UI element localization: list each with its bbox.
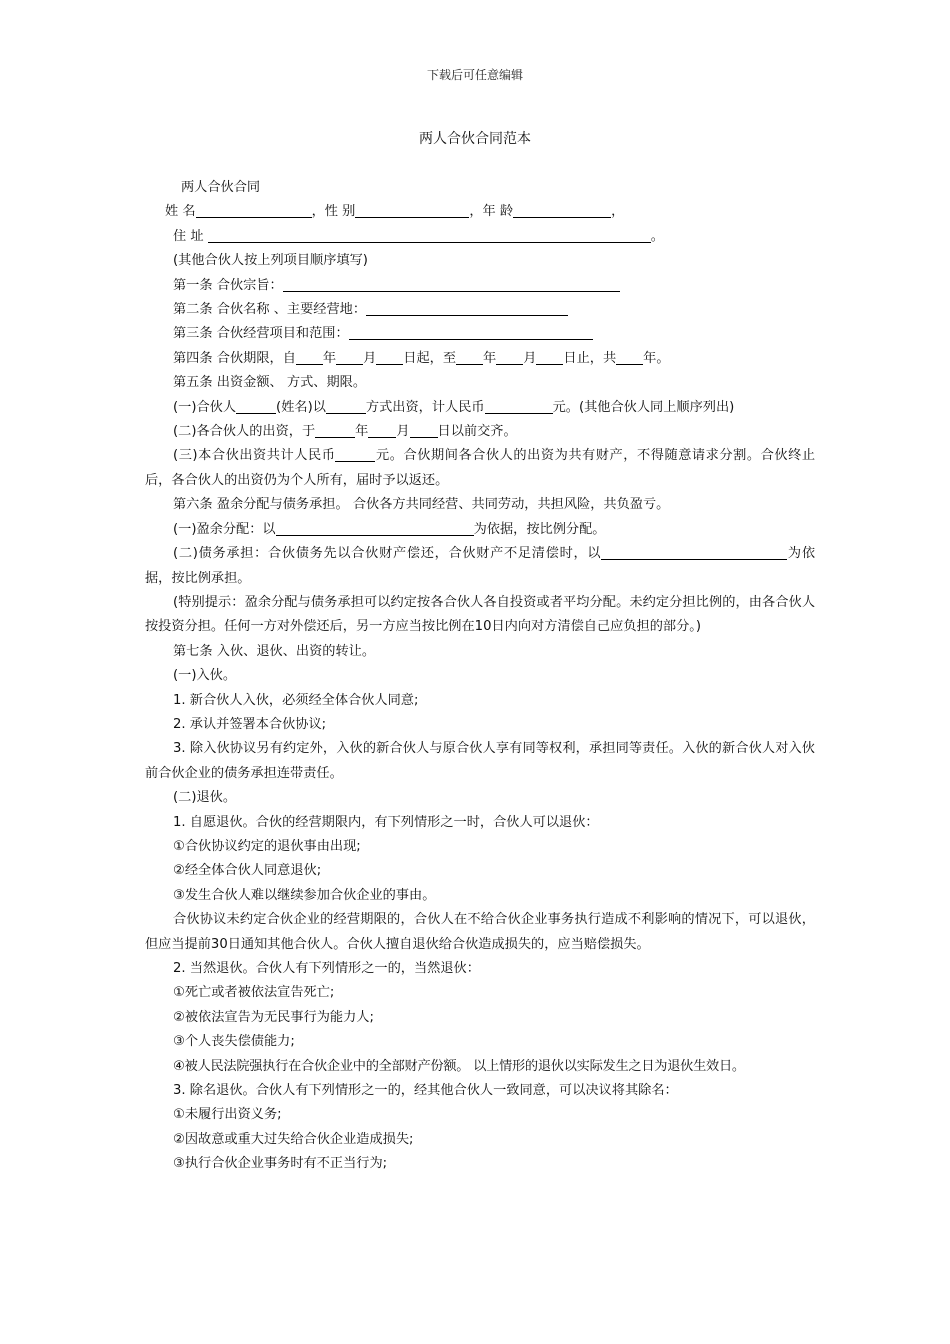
start-year-blank[interactable] — [296, 347, 323, 365]
voluntary-item-2: ②经全体合伙人同意退伙; — [173, 863, 322, 879]
article-7: 第七条 入伙、退伙、出资的转让。 — [173, 643, 376, 659]
expulsion-item-1: ①未履行出资义务; — [173, 1107, 282, 1123]
debt-basis-blank[interactable] — [601, 542, 787, 560]
total-capital-blank[interactable] — [335, 444, 375, 462]
address-line: 住 址 。 — [145, 225, 815, 249]
admission-item-3: 3. 除入伙协议另有约定外，入伙的新合伙人与原合伙人享有同等权利，承担同等责任。入伙的新合伙人对入伙前合伙企业的债务承担连带责任。 — [145, 741, 815, 781]
scope-blank[interactable] — [349, 322, 593, 340]
purpose-blank[interactable] — [283, 274, 620, 292]
total-years-blank[interactable] — [616, 347, 643, 365]
admission-item-1: 1. 新合伙人入伙，必须经全体合伙人同意; — [173, 692, 419, 708]
contribution-method-blank[interactable] — [326, 396, 366, 414]
automatic-item-1: ①死亡或者被依法宣告死亡; — [173, 985, 335, 1001]
name-blank[interactable] — [196, 200, 312, 218]
contract-heading: 两人合伙合同 — [181, 180, 261, 195]
special-note: (特别提示：盈余分配与债务承担可以约定按各合伙人各自投资或者平均分配。未约定分担比例的，由各合伙人按投资分担。任何一方对外偿还后，另一方应当按比例在10日内向对方清偿自己应负担的部分。) — [145, 594, 815, 635]
partner-name-blank[interactable] — [236, 396, 276, 414]
contribution-amount-blank[interactable] — [485, 396, 553, 414]
note-line: (其他合伙人按上列项目顺序填写) — [173, 253, 368, 269]
expulsion-item-3: ③执行合伙企业事务时有不正当行为; — [173, 1156, 388, 1172]
article-5: 第五条 出资金额、 方式、期限。 — [173, 375, 367, 391]
business-name-blank[interactable] — [366, 298, 568, 316]
admission-heading: (一)入伙。 — [173, 668, 237, 684]
end-month-blank[interactable] — [496, 347, 523, 365]
page-header: 下载后可任意编辑 — [426, 68, 523, 82]
end-year-blank[interactable] — [456, 347, 483, 365]
article-6: 第六条 盈余分配与债务承担。 合伙各方共同经营、共同劳动，共担风险，共负盈亏。 — [173, 497, 670, 513]
voluntary-notice-clause: 合伙协议未约定合伙企业的经营期限的，合伙人在不给合伙企业事务执行造成不利影响的情况下，可以退伙，但应当提前30日通知其他合伙人。合伙人擅自退伙给合伙造成损失的，应当赔偿损失。 — [145, 912, 815, 952]
deadline-year-blank[interactable] — [315, 420, 355, 438]
automatic-item-3: ③个人丧失偿债能力; — [173, 1034, 295, 1050]
automatic-item-4: ④被人民法院强执行在合伙企业中的全部财产份额。 以上情形的退伙以实际发生之日为退伙生效日。 — [173, 1058, 745, 1074]
article-2: 第二条 合伙名称 、主要经营地： — [145, 298, 815, 322]
end-day-blank[interactable] — [536, 347, 563, 365]
automatic-withdrawal: 2. 当然退伙。合伙人有下列情形之一的，当然退伙： — [173, 961, 480, 976]
article-3: 第三条 合伙经营项目和范围： — [145, 322, 815, 346]
voluntary-withdrawal: 1. 自愿退伙。合伙的经营期限内，有下列情形之一时，合伙人可以退伙： — [173, 814, 599, 830]
admission-item-2: 2. 承认并签署本合伙协议; — [173, 716, 327, 732]
age-blank[interactable] — [513, 200, 611, 218]
voluntary-item-3: ③发生合伙人难以继续参加合伙企业的事由。 — [173, 887, 436, 903]
article-4: 第四条 合伙期限，自 年 月 日起，至 年 月 日止，共 年。 — [145, 347, 815, 371]
gender-blank[interactable] — [355, 200, 469, 218]
article-5-clause-1: (一)合伙人 (姓名)以 方式出资，计人民币 元。(其他合伙人同上顺序列出) — [145, 396, 815, 420]
withdrawal-heading: (二)退伙。 — [173, 790, 237, 806]
voluntary-item-1: ①合伙协议约定的退伙事由出现; — [173, 838, 361, 854]
party-info-line: 姓 名 ，性 别 ，年 龄 ， — [145, 200, 815, 224]
expulsion-withdrawal: 3. 除名退伙。合伙人有下列情形之一的，经其他合伙人一致同意，可以决议将其除名： — [173, 1083, 678, 1099]
article-5-clause-3: (三)本合伙出资共计人民币 元。合伙期间各合伙人的出资为共有财产，不得随意请求分割。合伙终止后，各合伙人的出资仍为个人所有，届时予以返还。 — [145, 444, 815, 493]
start-day-blank[interactable] — [376, 347, 403, 365]
article-6-clause-1: (一)盈余分配：以 为依据，按比例分配。 — [145, 518, 815, 542]
address-blank[interactable] — [208, 225, 651, 243]
document-title: 两人合伙合同范本 — [419, 131, 531, 147]
automatic-item-2: ②被依法宣告为无民事行为能力人; — [173, 1009, 374, 1025]
start-month-blank[interactable] — [336, 347, 363, 365]
deadline-month-blank[interactable] — [368, 420, 396, 438]
deadline-day-blank[interactable] — [410, 420, 438, 438]
article-5-clause-2: (二)各合伙人的出资，于 年 月 日以前交齐。 — [145, 420, 815, 444]
profit-basis-blank[interactable] — [276, 518, 474, 536]
article-6-clause-2: (二)债务承担：合伙债务先以合伙财产偿还，合伙财产不足清偿时，以 为依据，按比例承担。 — [145, 542, 815, 591]
expulsion-item-2: ②因故意或重大过失给合伙企业造成损失; — [173, 1131, 414, 1147]
document-body — [145, 176, 815, 1177]
article-1: 第一条 合伙宗旨： — [145, 274, 815, 298]
